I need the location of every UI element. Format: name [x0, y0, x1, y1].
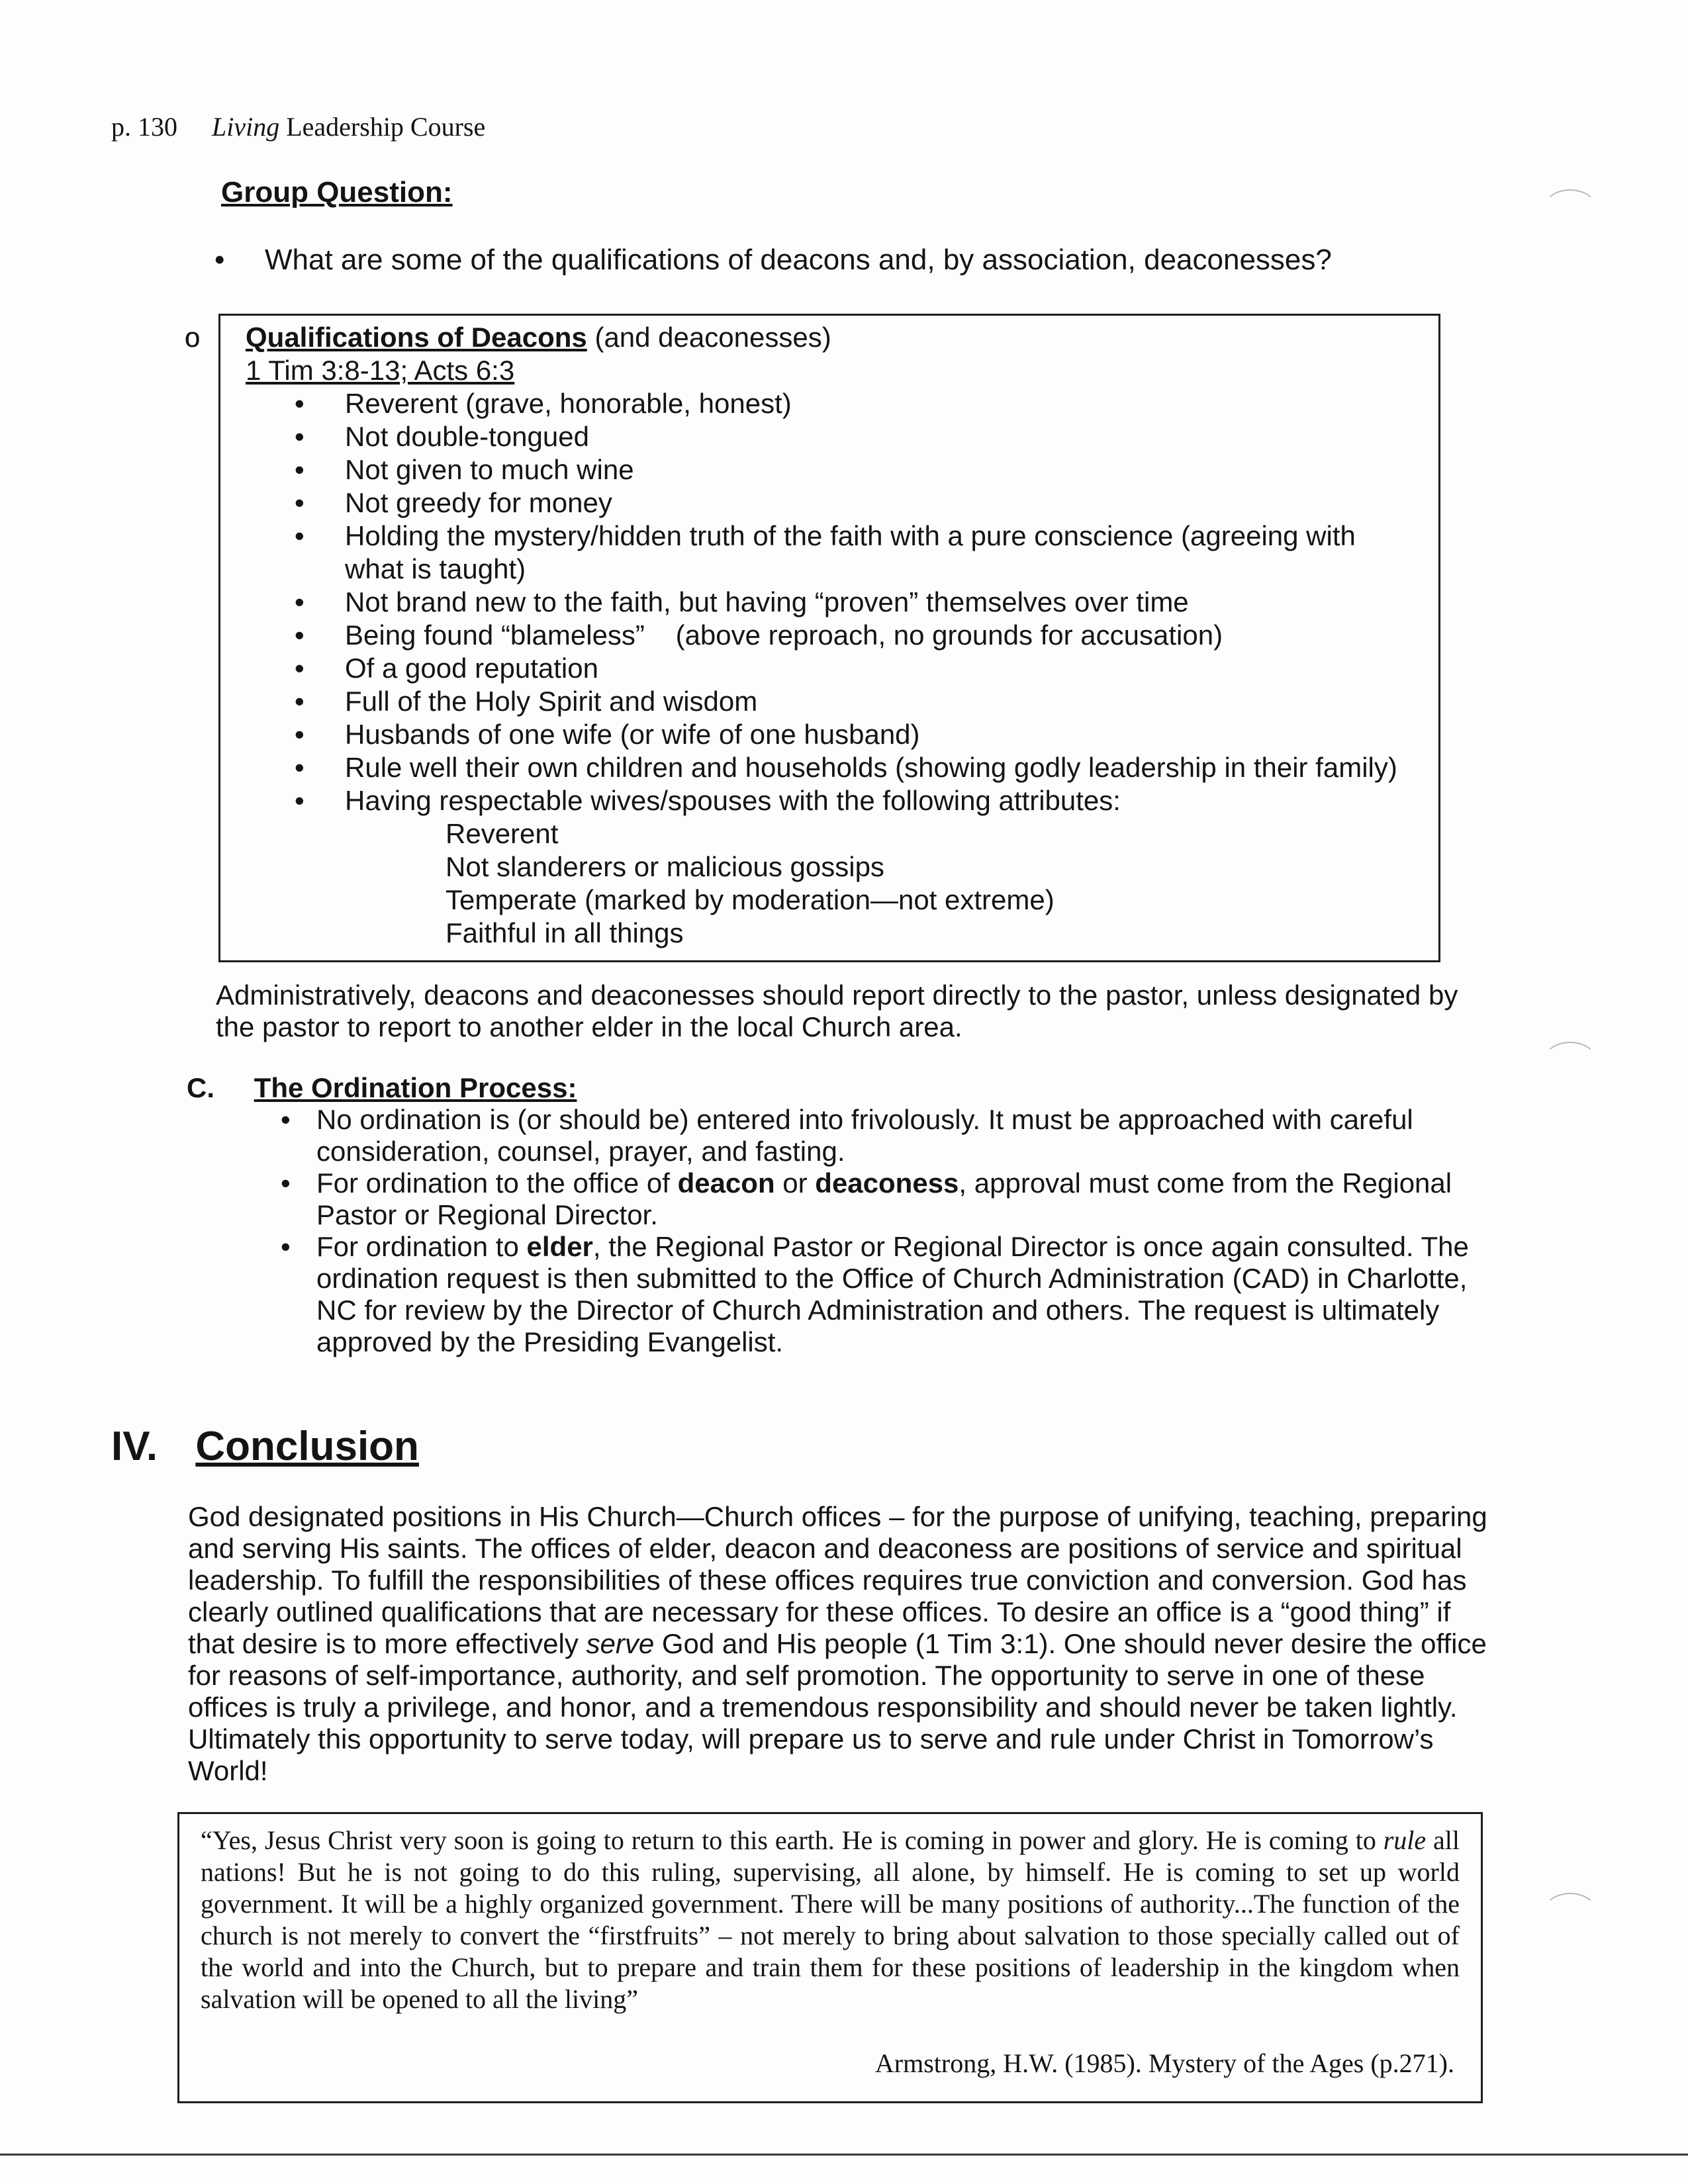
- sub-list-item: o Not slanderers or malicious gossips: [445, 850, 1412, 884]
- conclusion-paragraph: [188, 1501, 1499, 1787]
- bold-term: elder: [526, 1231, 593, 1262]
- list-item: • Husbands of one wife (or wife of one husband): [345, 718, 1412, 751]
- section-iv-numeral: IV.: [111, 1424, 158, 1469]
- list-item: • Not double-tongued: [345, 420, 1412, 453]
- list-item: • Being found “blameless” (above reproach, no grounds for accusation): [345, 619, 1412, 652]
- list-item: • Having respectable wives/spouses with the following attributes:: [345, 784, 1412, 817]
- list-item: • Rule well their own children and households (showing godly leadership in their family): [345, 751, 1412, 784]
- section-c: [187, 1072, 1477, 1358]
- list-item: [316, 1231, 1477, 1358]
- qualifications-title: Qualifications of Deacons: [246, 322, 587, 353]
- page-number: p. 130: [111, 112, 177, 142]
- text-run: , approval must come from the Regional Pastor or Regional Director.: [316, 1167, 1452, 1230]
- sub-list-item: o Faithful in all things: [445, 917, 1412, 950]
- text-run: , the Regional Pastor or Regional Director is once again consulted. The ordination request is then submitted to the Office of Church Administration (CAD) in Charlotte, NC for review by the Director of Church Administration and others. The request is ultimately approved by the Presiding Evangelist.: [316, 1231, 1469, 1357]
- text-run: For ordination to: [316, 1231, 527, 1262]
- section-iv-title: Conclusion: [195, 1424, 419, 1469]
- quote-box: [177, 1812, 1483, 2103]
- list-item: • Of a good reputation: [345, 652, 1412, 685]
- section-c-heading: [187, 1072, 1477, 1104]
- list-item: • Not brand new to the faith, but having “proven” themselves over time: [345, 586, 1412, 619]
- administrative-paragraph: Administratively, deacons and deaconesses should report directly to the pastor, unless designated by the pastor to report to another elder in the local Church area.: [216, 979, 1458, 1042]
- list-item: • No ordination is (or should be) entered into frivolously. It must be approached with careful consideration, counsel, prayer, and fasting.: [316, 1104, 1477, 1167]
- section-c-letter: C.: [187, 1072, 214, 1103]
- qualifications-title-suffix: (and deaconesses): [594, 322, 831, 353]
- emphasis: serve: [586, 1628, 655, 1659]
- bold-term: deacon: [677, 1167, 775, 1199]
- list-item: • Reverent (grave, honorable, honest): [345, 387, 1412, 420]
- section-iv-heading: [111, 1423, 419, 1470]
- quote-text: [201, 1825, 1460, 2015]
- list-item: • Holding the mystery/hidden truth of the faith with a pure conscience (agreeing with what is taught): [345, 520, 1412, 586]
- scan-binder-mark: [1542, 1893, 1598, 1935]
- quote-citation: Armstrong, H.W. (1985). Mystery of the Ages (p.271).: [874, 2048, 1454, 2078]
- scripture-reference: 1 Tim 3:8-13; Acts 6:3: [246, 355, 515, 386]
- ordination-list: [187, 1104, 1477, 1358]
- qualifications-title-line: [246, 321, 1412, 354]
- text-run: “Yes, Jesus Christ very soon is going to return to this earth. He is coming in power and glory. He is coming to: [201, 1825, 1383, 1855]
- scan-binder-mark: [1542, 189, 1598, 232]
- text-run: God and His people (1 Tim 3:1). One should never desire the office for reasons of self-importance, authority, and self promotion. The opportunity to serve in one of these offices is truly a privilege, and honor, and a tremendous responsibility and should never be taken lightly. Ultimately this opportunity to serve today, will prepare us to serve and rule under Christ in Tomorrow’s World!: [188, 1628, 1487, 1786]
- sub-list-item: o Reverent: [445, 817, 1412, 850]
- list-item: • Not greedy for money: [345, 486, 1412, 520]
- text-run: or: [774, 1167, 816, 1199]
- section-c-title: The Ordination Process:: [254, 1072, 577, 1103]
- list-item: • Not given to much wine: [345, 453, 1412, 486]
- group-question-text: • What are some of the qualifications of deacons and, by association, deaconesses?: [265, 244, 1390, 277]
- qualifications-list: [246, 387, 1412, 817]
- qualifications-box: [218, 314, 1440, 962]
- group-question-heading: Group Question:: [221, 176, 453, 208]
- spouse-attributes-list: [246, 817, 1412, 950]
- course-title-italic: Living: [212, 112, 280, 142]
- text-run: all nations! But he is not going to do this ruling, supervising, all alone, by himself. He is coming to set up world government. It will be a highly organized government. There will be many positions of authority...The function of the church is not merely to convert the “firstfruits” – not merely to bring about salvation to those specially called out of the world and into the Church, but to prepare and train them for these positions of leadership in the kingdom when salvation will be opened to all the living”: [201, 1825, 1460, 2014]
- scan-binder-mark: [1542, 1042, 1598, 1084]
- sub-list-item: o Temperate (marked by moderation—not extreme): [445, 884, 1412, 917]
- text-run: God designated positions in His Church—Church offices – for the purpose of unifying, teaching, preparing and serving His saints. The offices of elder, deacon and deaconess are positions of service and spiritual leadership. To fulfill the responsibilities of these offices requires true conviction and conversion. God has clearly outlined qualifications that are necessary for these offices. To desire an office is a “good thing” if that desire is to more effectively: [188, 1501, 1487, 1659]
- bold-term: deaconess: [815, 1167, 959, 1199]
- page-bottom-rule: [0, 2154, 1688, 2156]
- list-item: • Full of the Holy Spirit and wisdom: [345, 685, 1412, 718]
- course-title: Leadership Course: [286, 112, 486, 142]
- emphasis: rule: [1383, 1825, 1427, 1855]
- page-header: [111, 111, 485, 142]
- text-run: For ordination to the office of: [316, 1167, 678, 1199]
- list-item: [316, 1167, 1477, 1231]
